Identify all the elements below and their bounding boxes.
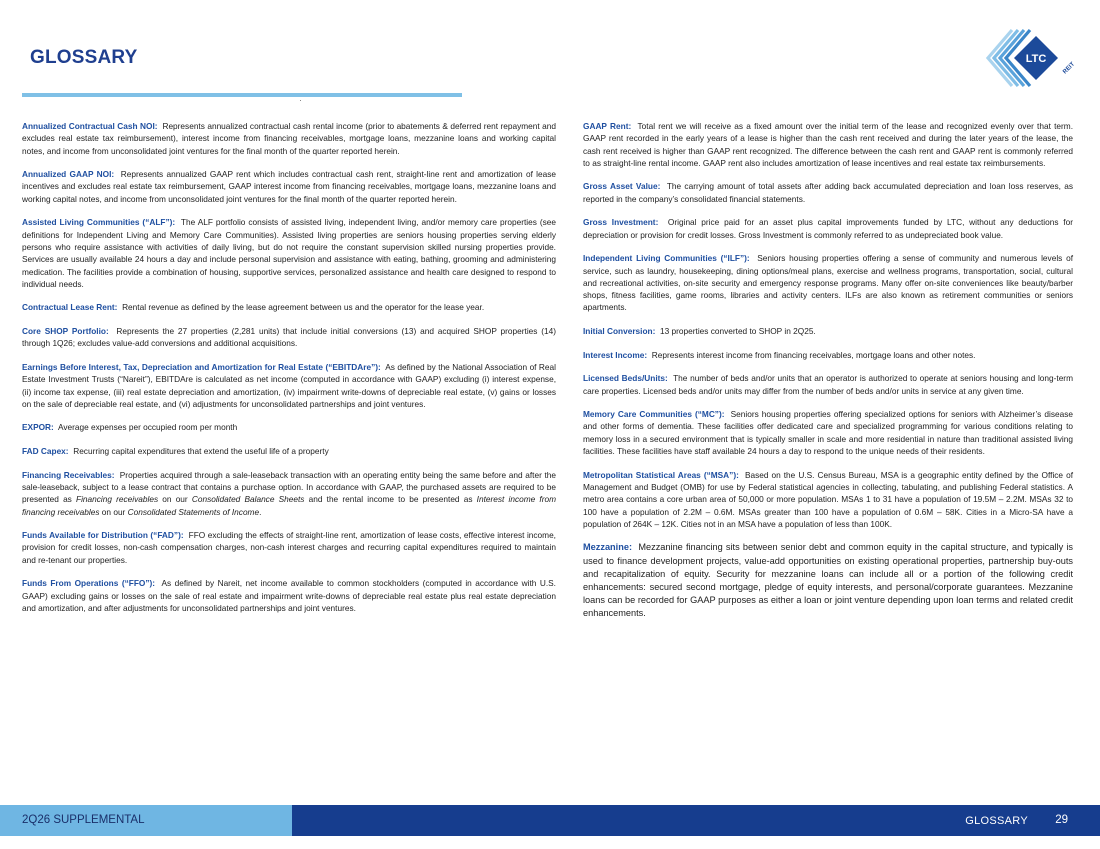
glossary-entry xyxy=(22,577,556,614)
glossary-entry xyxy=(583,216,1073,241)
glossary-definition: on our xyxy=(101,506,126,517)
glossary-term: FAD Capex: xyxy=(22,446,69,457)
italic-reference: Consolidated Statements of Income xyxy=(127,506,260,517)
ltc-reit-logo xyxy=(982,22,1090,94)
page-number: 29 xyxy=(1055,814,1068,826)
glossary-definition: Represents annualized contractual cash rental income (prior to abatements & deferred rent repayment and excludes real estate tax reimbursement), interest income from financing receivables, mortgage loans, mezzanine loans and working capital notes, and income from unconsolidated joint ventures for the final month of the quarter reported herein. xyxy=(22,121,556,156)
glossary-definition: As defined by Nareit, net income available to common stockholders (computed in accordance with U.S. GAAP) excluding gains or losses on the sale of real estate and impairment write-downs of depreciable real estate plus real estate depreciation and amortization, and after adjustments for unconsolidated partnerships and joint ventures. xyxy=(22,578,556,613)
glossary-term: Licensed Beds/Units: xyxy=(583,373,668,384)
glossary-term: Mezzanine: xyxy=(583,542,633,553)
footer-right-bar xyxy=(292,805,1100,836)
glossary-definition: Represents annualized GAAP rent which includes contractual cash rent, straight-line rent and amortization of lease incentives and excludes real estate tax reimbursement, GAAP interest income from financing receivables, mortgage loans, mezzanine loans and working capital notes, and income from unconsolidated joint ventures for the final month of the quarter reported herein. xyxy=(22,169,556,204)
glossary-definition: Seniors housing properties offering specialized options for seniors with Alzheimer’s disease and other forms of dementia. These facilities offer dedicated care and specialized programming for various conditions relating to memory loss in a secured environment that is typically smaller in scale and more residential in nature than traditional assisted living facilities. These facilities have staff available 24 hours a day to respond to the unique needs of their residents. xyxy=(583,409,1073,457)
glossary-entry xyxy=(583,469,1073,530)
glossary-right-column xyxy=(583,120,1073,632)
glossary-entry xyxy=(22,216,556,290)
glossary-entry xyxy=(22,361,556,410)
glossary-entry xyxy=(22,120,556,157)
glossary-entry xyxy=(583,120,1073,169)
glossary-entry xyxy=(22,421,556,433)
glossary-term: EXPOR: xyxy=(22,422,54,433)
italic-reference: Consolidated Balance Sheets xyxy=(191,494,305,505)
glossary-term: Independent Living Communities (“ILF”): xyxy=(583,253,750,264)
footer-section-label: GLOSSARY xyxy=(965,815,1028,827)
glossary-entry xyxy=(22,469,556,518)
glossary-definition: The number of beds and/or units that an operator is authorized to operate at seniors housing and long-term care properties. Licensed beds and/or units may differ from the number of beds and/or units in service at any given time. xyxy=(583,373,1073,396)
glossary-definition: Properties acquired through a sale-leaseback transaction with an operating entity being the same before and after the sale-leaseback, subject to a lease contract that contains a purchase option. In accordance with GAAP, the purchased assets are required to be presented as xyxy=(22,469,556,505)
glossary-term: Memory Care Communities (“MC”): xyxy=(583,409,725,420)
glossary-definition: Original price paid for an asset plus capital improvements funded by LTC, without any deductions for depreciation or provision for credit losses. Gross Investment is commonly referred to as undepreciated book value. xyxy=(583,217,1073,240)
italic-reference: Financing receivables xyxy=(76,494,159,505)
footer-left-bar xyxy=(0,805,292,836)
glossary-entry xyxy=(22,445,556,457)
glossary-entry xyxy=(22,529,556,566)
glossary-entry xyxy=(583,372,1073,397)
glossary-entry xyxy=(583,349,1073,361)
glossary-definition: The carrying amount of total assets after adding back accumulated depreciation and loan loss reserves, as reported in the company’s consolidated financial statements. xyxy=(583,181,1074,204)
glossary-term: Contractual Lease Rent: xyxy=(22,302,118,313)
glossary-term: Gross Investment: xyxy=(583,217,659,228)
glossary-term: Metropolitan Statistical Areas (“MSA”): xyxy=(583,469,739,480)
glossary-definition: and the rental income to be presented as xyxy=(308,494,473,505)
glossary-term: GAAP Rent: xyxy=(583,121,632,131)
glossary-entry xyxy=(583,408,1073,457)
glossary-entry xyxy=(22,325,556,350)
glossary-term: Funds From Operations (“FFO”): xyxy=(22,578,156,589)
page-title: GLOSSARY xyxy=(30,47,138,68)
glossary-term: Interest Income: xyxy=(583,349,648,360)
glossary-entry xyxy=(583,325,1073,337)
glossary-term: Gross Asset Value: xyxy=(583,181,661,192)
glossary-definition: Total rent we will receive as a fixed amount over the initial term of the lease and recognized evenly over that term. GAAP rent recorded in the early years of a lease is higher than the cash rent received and during the later years of the lease, the cash rent received is higher than GAAP rent recognized. The difference between the cash rent and GAAP rent is commonly referred to as straight-line rental income. GAAP rent also includes amortization of lease incentives and real estate tax reimbursements. xyxy=(583,121,1073,168)
divider-dot xyxy=(300,100,301,101)
glossary-entry xyxy=(583,252,1073,313)
glossary-term: Annualized GAAP NOI: xyxy=(22,169,115,180)
glossary-left-column xyxy=(22,120,556,625)
glossary-definition: The ALF portfolio consists of assisted living, independent living, and/or memory care properties (see definitions for Independent Living and Memory Care Communities). Assisted living properties are seniors housing properties serving elderly persons who require assistance with activities of daily living, but do not require the constant supervision skilled nursing properties provide. Services are usually available 24 hours a day and include personal supervision and assistance with eating, bathing, grooming and administering medication. The facilities provide a combination of housing, supportive services, personalized assistance and health care designed to respond to individual needs. xyxy=(22,217,556,289)
glossary-term: Financing Receivables: xyxy=(22,469,115,480)
svg-text:REIT: REIT xyxy=(1062,61,1077,76)
glossary-definition: Represents the 27 properties (2,281 units) that include initial conversions (13) and acquired SHOP properties (14) through 1Q26; excludes value-add conversions and additional acquisitions. xyxy=(22,326,556,349)
glossary-term: Funds Available for Distribution (“FAD”): xyxy=(22,530,184,541)
glossary-definition: FFO excluding the effects of straight-line rent, amortization of lease costs, effective interest income, provision for credit losses, non-cash compensation charges, non-cash interest charges and recurring capital expenditures required to maintain and re-tenant our properties. xyxy=(22,530,556,565)
glossary-definition: Recurring capital expenditures that extend the useful life of a property xyxy=(73,446,329,457)
glossary-definition: As defined by the National Association of Real Estate Investment Trusts (“Nareit”), EBITDAre is calculated as net income (computed in accordance with GAAP) excluding (i) interest expense, (ii) income tax expense, (iii) real estate depreciation and amortization, (iv) impairment write-downs of depreciable real estate, (v) gains or losses on the sale of depreciable real estate, and (vi) adjustments for unconsolidated partnerships and joint ventures. xyxy=(22,361,557,409)
glossary-entry xyxy=(583,180,1073,205)
glossary-term: Annualized Contractual Cash NOI: xyxy=(22,121,158,131)
footer-report-label: 2Q26 SUPPLEMENTAL xyxy=(22,814,145,826)
glossary-term: Initial Conversion: xyxy=(583,326,656,337)
glossary-definition: Based on the U.S. Census Bureau, MSA is a geographic entity defined by the Office of Management and Budget (OMB) for use by Federal statistical agencies in collecting, tabulating, and publishing Federal statistics. A metro area contains a core urban area of 50,000 or more population. MSAs 1 to 31 have a population of 19.5M – 2.2M. MSAs 32 to 100 have a population of 2.2M – 0.6M. MSAs greater than 100 have a population of 0.6M – 58K. Cities in a Micro-SA have a population of 264K – 12K. Cities not in an MSA have a population of less than 100K. xyxy=(583,469,1073,529)
glossary-definition: Represents interest income from financing receivables, mortgage loans and other notes. xyxy=(651,349,976,360)
glossary-term: Earnings Before Interest, Tax, Depreciation and Amortization for Real Estate (“EBITDAre”): xyxy=(22,361,381,372)
glossary-entry xyxy=(22,168,556,205)
glossary-entry xyxy=(22,301,556,313)
glossary-entry xyxy=(583,541,1073,620)
glossary-definition: Rental revenue as defined by the lease agreement between us and the operator for the lease year. xyxy=(122,302,485,313)
glossary-definition: Average expenses per occupied room per month xyxy=(57,422,238,433)
glossary-definition: . xyxy=(259,506,262,517)
glossary-term: Core SHOP Portfolio: xyxy=(22,326,109,337)
glossary-definition: 13 properties converted to SHOP in 2Q25. xyxy=(660,326,816,337)
glossary-term: Assisted Living Communities (“ALF”): xyxy=(22,217,176,228)
title-underline xyxy=(22,93,462,97)
italic-reference: Interest income from financing receivables xyxy=(22,494,556,517)
glossary-definition: Seniors housing properties offering a sense of community and numerous levels of service, such as laundry, housekeeping, dining options/meal plans, exercise and wellness programs, transportation, social, cultural and recreational activities, on-site security and emergency response programs. Many offer on-site conveniences like beauty/barber shops, fitness facilities, game rooms, libraries and activity centers. ILFs are also known as retirement communities or seniors apartments. xyxy=(583,253,1073,313)
glossary-definition: on our xyxy=(162,494,188,505)
glossary-definition: Mezzanine financing sits between senior debt and common equity in the capital structure, and typically is used to finance development projects, value-add opportunities on existing operational properties, partnership buy-outs and recapitalization of equity. Security for mezzanine loans can include all or a portion of the following credit enhancements: secured second mortgage, pledge of equity interests, and personal/corporate guarantees. Mezzanine loans can be recorded for GAAP purposes as either a loan or joint venture depending upon loan terms and related credit enhancements. xyxy=(583,542,1073,619)
svg-text:LTC: LTC xyxy=(1025,53,1047,65)
